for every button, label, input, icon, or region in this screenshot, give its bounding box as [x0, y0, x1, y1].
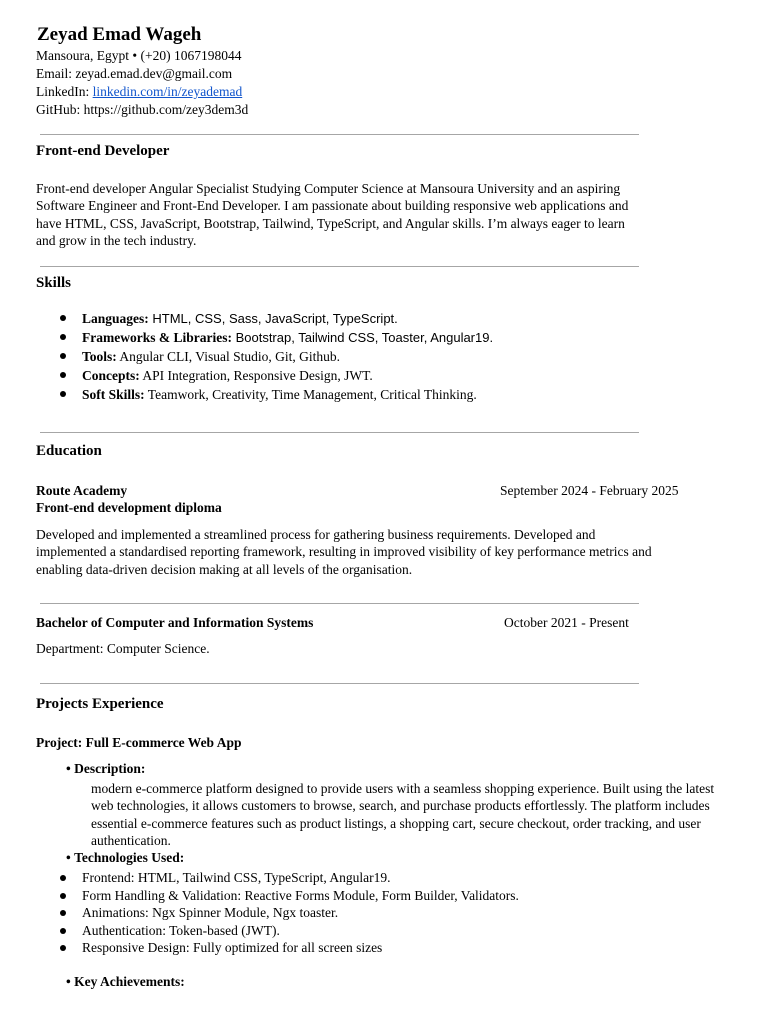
summary-text: Front-end developer Angular Specialist Studying Computer Science at Mansoura University and an aspiring Software Engineer and Front-End Developer. I am passionate about building responsive web applications and have HTML, CSS, JavaScript, Bootstrap, Tailwind, TypeScript, and Angular skills. I’m always eager to learn and grow in the tech industry.: [36, 181, 629, 248]
skill-label: Tools:: [82, 349, 117, 364]
skill-item: [60, 347, 493, 366]
achievements-heading: [66, 973, 185, 990]
projects-title: Projects Experience: [36, 696, 164, 712]
project-title: Project: Full E-commerce Web App: [36, 735, 242, 750]
skill-value: HTML, CSS, Sass, JavaScript, TypeScript.: [148, 311, 398, 326]
technology-item: Form Handling & Validation: Reactive Forms Module, Form Builder, Validators.: [60, 887, 519, 905]
technologies-heading: [66, 849, 184, 866]
linkedin-label: LinkedIn:: [36, 84, 93, 99]
education-program: Front-end development diploma: [36, 500, 222, 515]
education-institution: Bachelor of Computer and Information Systems: [36, 615, 314, 630]
education-title: Education: [36, 443, 102, 459]
candidate-name: Zeyad Emad Wageh: [37, 24, 202, 45]
education-description: Department: Computer Science.: [36, 641, 210, 656]
divider: [40, 266, 639, 267]
education-dates: September 2024 - February 2025: [500, 483, 679, 498]
github-line: GitHub: https://github.com/zey3dem3d: [36, 102, 249, 117]
skill-item: [60, 366, 493, 385]
skills-list: [60, 309, 493, 404]
technology-item: Authentication: Token-based (JWT).: [60, 922, 519, 940]
skill-value: Bootstrap, Tailwind CSS, Toaster, Angular19.: [231, 330, 494, 345]
description-label: Description:: [74, 761, 146, 776]
divider: [40, 683, 639, 684]
skill-label: Soft Skills:: [82, 387, 145, 402]
skill-item: [60, 385, 493, 404]
email-line: Email: zeyad.emad.dev@gmail.com: [36, 66, 233, 81]
description-heading: [66, 760, 145, 777]
technology-item: Frontend: HTML, Tailwind CSS, TypeScript, Angular19.: [60, 869, 519, 887]
skill-value: Angular CLI, Visual Studio, Git, Github.: [116, 349, 340, 364]
achievements-label: Key Achievements:: [74, 974, 185, 989]
skill-label: Frameworks & Libraries:: [82, 330, 232, 345]
linkedin-link[interactable]: linkedin.com/in/zeyademad: [92, 84, 243, 99]
skill-label: Languages:: [82, 311, 149, 326]
technology-item: Responsive Design: Fully optimized for all screen sizes: [60, 939, 519, 957]
project-description: modern e-commerce platform designed to provide users with a seamless shopping experience. Built using the latest web technologies, it allows customers to browse, search, and purchase products effortlessly. The platform includes essential e-commerce features such as product listings, a shopping cart, secure checkout, order tracking, and user authentication.: [91, 781, 715, 848]
skill-value: Teamwork, Creativity, Time Management, Critical Thinking.: [144, 387, 477, 402]
divider: [40, 432, 639, 433]
skill-item: [60, 328, 493, 347]
skill-label: Concepts:: [82, 368, 140, 383]
location-phone: Mansoura, Egypt • (+20) 1067198044: [36, 48, 242, 63]
education-description: Developed and implemented a streamlined process for gathering business requirements. Developed and implemented a standardised reporting framework, resulting in improved visibility of key performance metrics and enabling data-driven decision making at all levels of the organisation.: [36, 527, 652, 577]
contact-block: [36, 47, 248, 119]
sub-bullet: •: [66, 850, 71, 865]
technologies-list: [60, 869, 519, 957]
summary-title: Front-end Developer: [36, 143, 170, 159]
skills-title: Skills: [36, 275, 72, 291]
divider: [40, 603, 639, 604]
education-institution: Route Academy: [36, 483, 128, 498]
divider: [40, 134, 639, 135]
technologies-label: Technologies Used:: [74, 850, 185, 865]
education-dates: October 2021 - Present: [504, 615, 629, 630]
sub-bullet: •: [66, 974, 71, 989]
linkedin-line: [36, 83, 248, 101]
skill-value: API Integration, Responsive Design, JWT.: [139, 368, 373, 383]
sub-bullet: •: [66, 761, 71, 776]
technology-item: Animations: Ngx Spinner Module, Ngx toaster.: [60, 904, 519, 922]
skill-item: [60, 309, 493, 328]
